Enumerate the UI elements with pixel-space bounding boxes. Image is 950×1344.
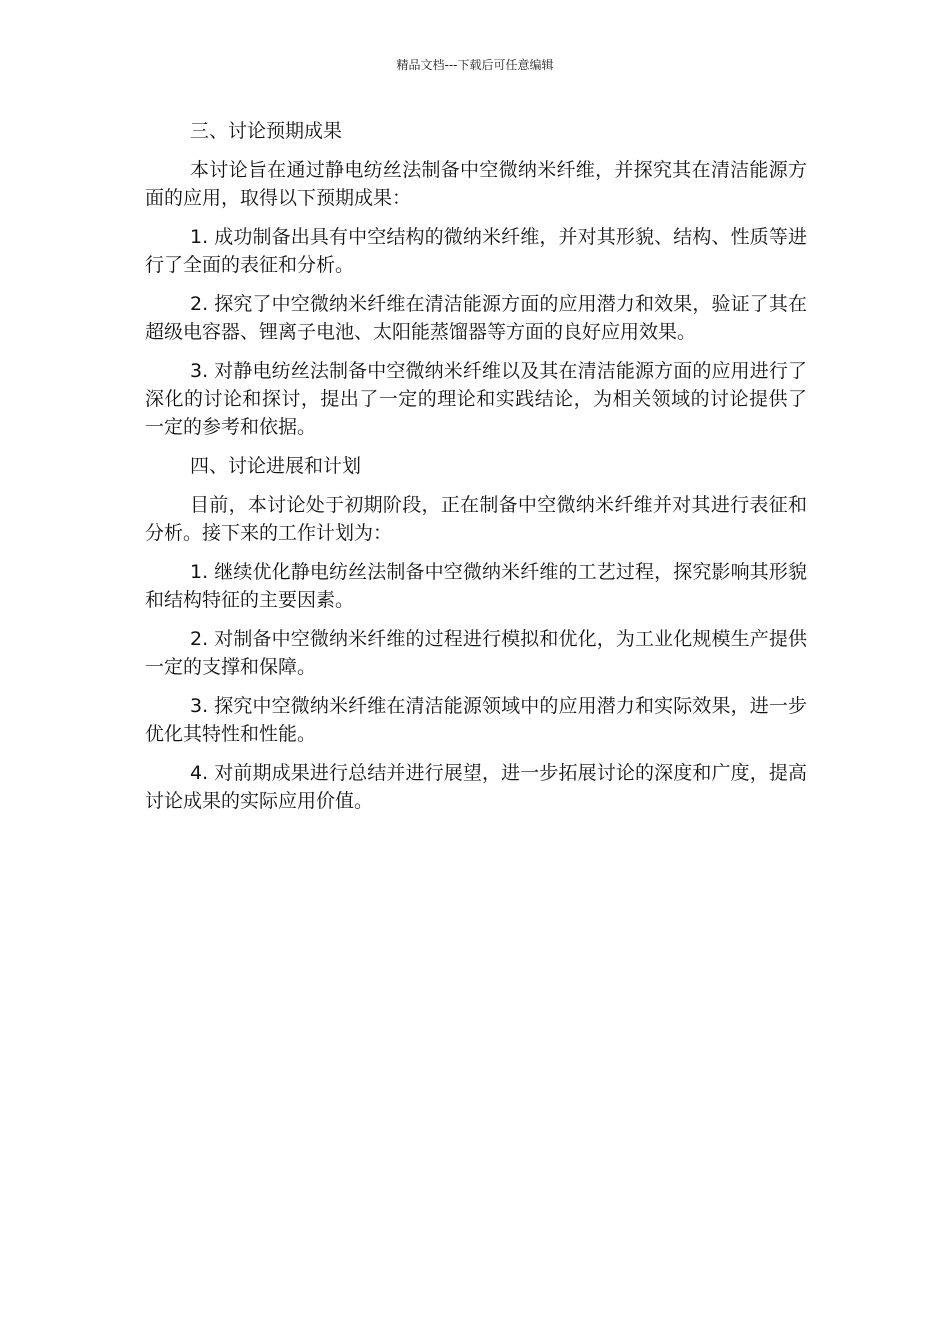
list-item-plan-3: 3. 探究中空微纳米纤维在清洁能源领域中的应用潜力和实际效果，进一步优化其特性和性能。 [145, 695, 807, 745]
paragraph-expected-results-intro: 本讨论旨在通过静电纺丝法制备中空微纳米纤维，并探究其在清洁能源方面的应用，取得以下预期成果： [145, 159, 807, 209]
section-heading-expected-results: 三、讨论预期成果 [190, 120, 343, 142]
paragraph-progress-plan-intro: 目前，本讨论处于初期阶段，正在制备中空微纳米纤维并对其进行表征和分析。接下来的工作计划为： [145, 494, 807, 544]
section-heading-progress-plan: 四、讨论进展和计划 [190, 455, 362, 477]
list-item-plan-2: 2. 对制备中空微纳米纤维的过程进行模拟和优化，为工业化规模生产提供一定的支撑和保障。 [145, 628, 807, 678]
document-body [145, 117, 807, 826]
list-item-plan-1: 1. 继续优化静电纺丝法制备中空微纳米纤维的工艺过程，探究影响其形貌和结构特征的主要因素。 [145, 561, 807, 611]
page-header: 精品文档---下载后可任意编辑 [396, 58, 554, 72]
list-item-expected-result-3: 3. 对静电纺丝法制备中空微纳米纤维以及其在清洁能源方面的应用进行了深化的讨论和探讨，提出了一定的理论和实践结论，为相关领域的讨论提供了一定的参考和依据。 [145, 360, 807, 438]
list-item-expected-result-2: 2. 探究了中空微纳米纤维在清洁能源方面的应用潜力和效果，验证了其在超级电容器、锂离子电池、太阳能蒸馏器等方面的良好应用效果。 [145, 293, 807, 343]
list-item-expected-result-1: 1. 成功制备出具有中空结构的微纳米纤维，并对其形貌、结构、性质等进行了全面的表征和分析。 [145, 226, 807, 276]
list-item-plan-4: 4. 对前期成果进行总结并进行展望，进一步拓展讨论的深度和广度，提高讨论成果的实际应用价值。 [145, 762, 807, 812]
